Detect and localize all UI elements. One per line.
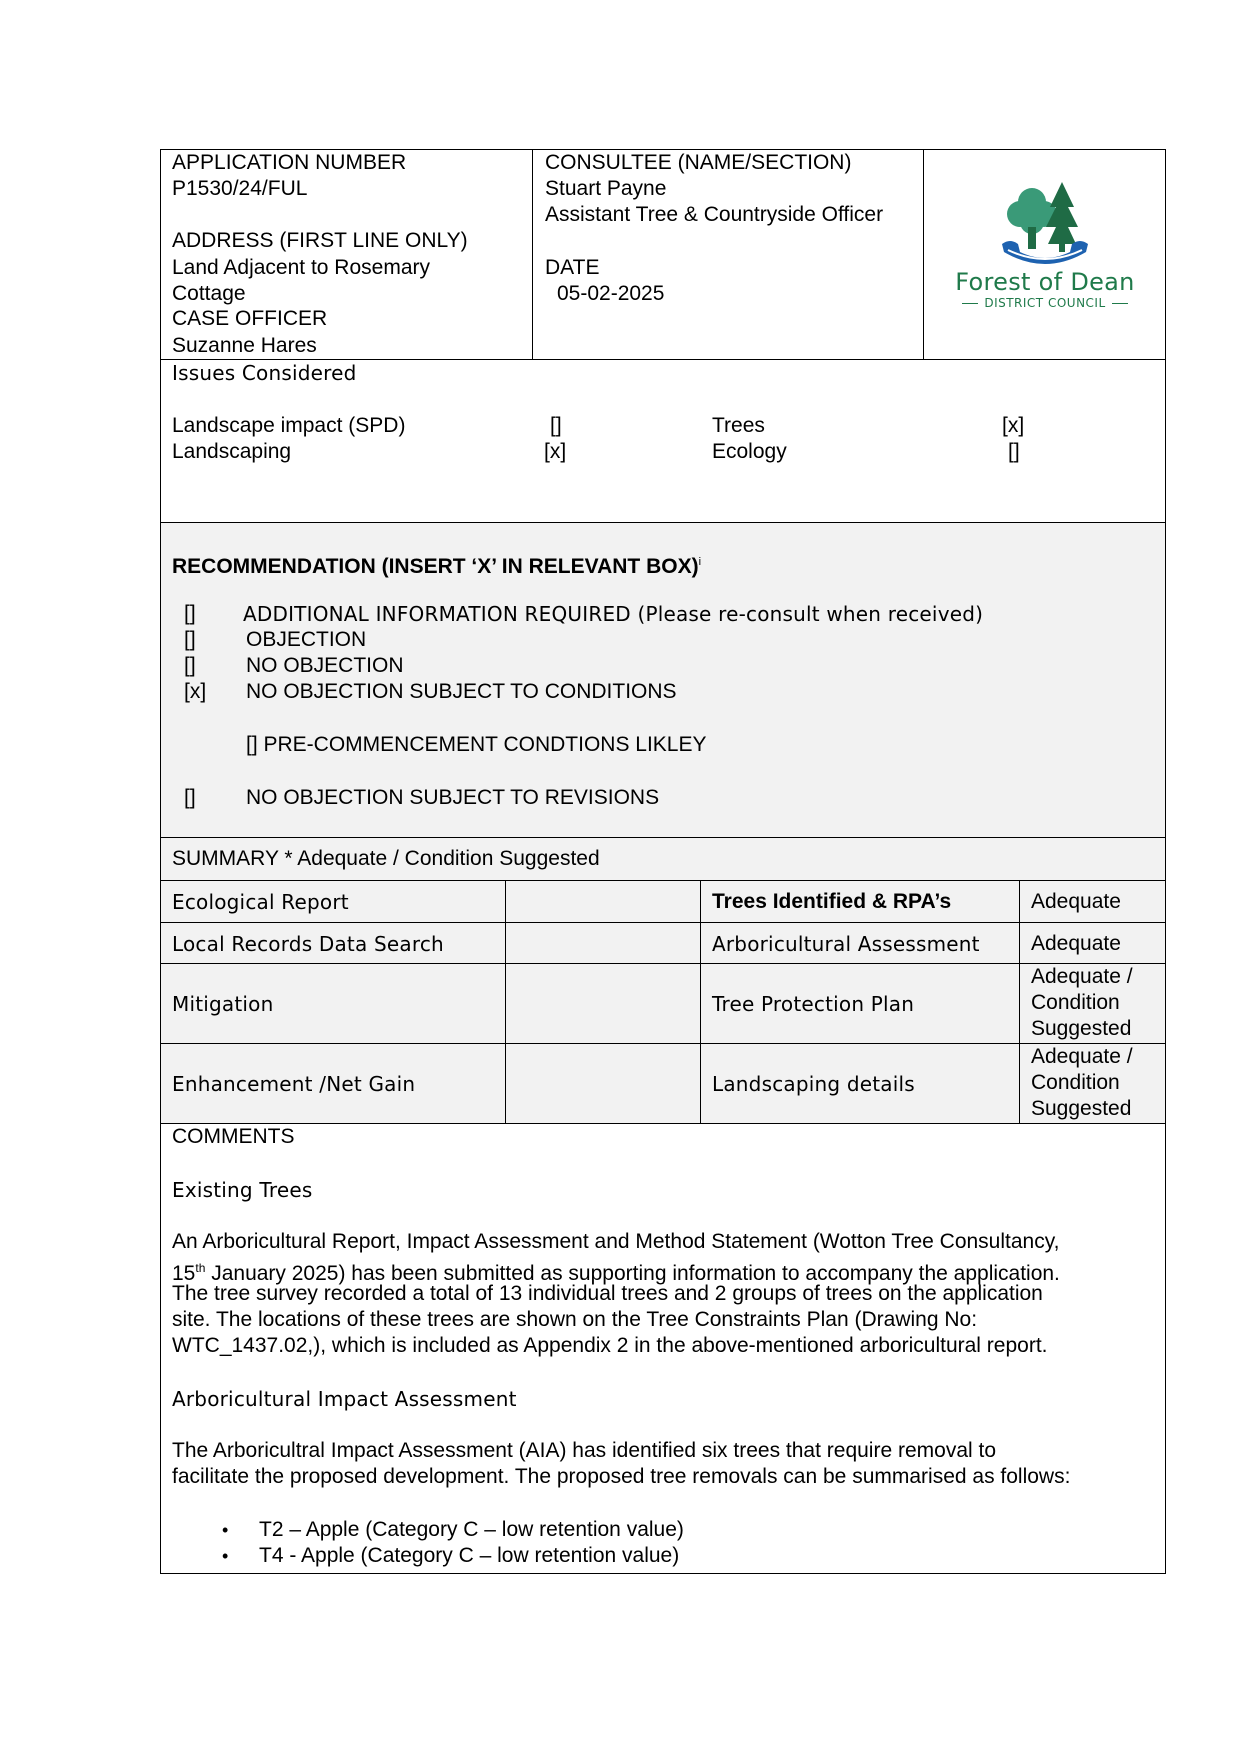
issue-trees-mark: [x]: [1002, 414, 1025, 437]
logo-subtitle: [950, 296, 1140, 310]
consultee-name: Stuart Payne: [545, 177, 667, 200]
summary-landscaping-value-2: Condition: [1031, 1071, 1120, 1094]
bullet-icon: •: [222, 1546, 229, 1566]
para1-line2-post: January 2025) has been submitted as supporting information to accompany the application.: [205, 1262, 1060, 1285]
summary-trees-identified-value: Adequate: [1031, 890, 1121, 913]
summary-title: SUMMARY * Adequate / Condition Suggested: [172, 847, 600, 870]
issue-ecology-label: Ecology: [712, 440, 787, 463]
tree-removal-item: T2 – Apple (Category C – low retention value): [259, 1518, 684, 1541]
tree-removal-item: T4 - Apple (Category C – low retention value): [259, 1544, 680, 1567]
issue-trees-label: Trees: [712, 414, 765, 437]
address-line1: Land Adjacent to Rosemary: [172, 256, 430, 279]
para2-line1: The Arboricultral Impact Assessment (AIA) has identified six trees that require removal to: [172, 1439, 997, 1462]
rec-mark-no-objection: []: [184, 654, 196, 677]
council-logo: [950, 172, 1140, 312]
issue-landscape-impact-label: Landscape impact (SPD): [172, 414, 406, 437]
address-label: ADDRESS (FIRST LINE ONLY): [172, 229, 468, 252]
rec-no-objection: NO OBJECTION: [246, 654, 404, 677]
rec-additional-info: ADDITIONAL INFORMATION REQUIRED (Please re-consult when received): [243, 602, 984, 626]
summary-landscaping-details: Landscaping details: [712, 1072, 915, 1096]
summary-mitigation: Mitigation: [172, 992, 274, 1016]
para1-line3: The tree survey recorded a total of 13 individual trees and 2 groups of trees on the application: [172, 1282, 1043, 1305]
para1-line1: An Arboricultural Report, Impact Assessment and Method Statement (Wotton Tree Consultancy,: [172, 1230, 1060, 1253]
issue-landscaping-mark: [x]: [544, 440, 567, 463]
application-number-label: APPLICATION NUMBER: [172, 151, 407, 174]
issue-landscaping-label: Landscaping: [172, 440, 292, 463]
summary-arboricultural-assessment-value: Adequate: [1031, 932, 1121, 955]
application-number: P1530/24/FUL: [172, 177, 308, 200]
recommendation-footnote: i: [698, 556, 702, 568]
consultee-role: Assistant Tree & Countryside Officer: [545, 203, 884, 226]
recommendation-title: [172, 550, 701, 579]
summary-ecological-report: Ecological Report: [172, 890, 349, 914]
summary-tree-protection-value-1: Adequate /: [1031, 965, 1133, 988]
summary-local-records: Local Records Data Search: [172, 932, 444, 956]
issues-title: Issues Considered: [172, 361, 357, 385]
aia-heading: Arboricultural Impact Assessment: [172, 1387, 517, 1411]
summary-tree-protection-value-3: Suggested: [1031, 1017, 1132, 1040]
summary-tree-protection-plan: Tree Protection Plan: [712, 992, 915, 1016]
rec-revisions: NO OBJECTION SUBJECT TO REVISIONS: [246, 786, 660, 809]
summary-tree-protection-value-2: Condition: [1031, 991, 1120, 1014]
rec-pre-commencement: [] PRE-COMMENCEMENT CONDTIONS LIKLEY: [246, 733, 707, 756]
case-officer-label: CASE OFFICER: [172, 307, 328, 330]
para1-line2-pre: 15: [172, 1262, 196, 1285]
recommendation-title-text: RECOMMENDATION (INSERT ‘X’ IN RELEVANT BOX): [172, 555, 699, 578]
rec-objection: OBJECTION: [246, 628, 367, 651]
case-officer: Suzanne Hares: [172, 334, 317, 357]
logo-rule-left: [962, 303, 978, 304]
logo-name: Forest of Dean: [955, 268, 1135, 296]
rec-mark-objection: []: [184, 628, 196, 651]
logo-subtitle-text: DISTRICT COUNCIL: [984, 296, 1106, 310]
summary-arboricultural-assessment: Arboricultural Assessment: [712, 932, 980, 956]
rec-no-objection-conditions: NO OBJECTION SUBJECT TO CONDITIONS: [246, 680, 677, 703]
issue-ecology-mark: []: [1008, 440, 1020, 463]
bullet-icon: •: [222, 1520, 229, 1540]
rec-mark-revisions: []: [184, 786, 196, 809]
summary-landscaping-value-1: Adequate /: [1031, 1045, 1133, 1068]
para1-line5: WTC_1437.02,), which is included as Appendix 2 in the above-mentioned arboricultural report.: [172, 1334, 1048, 1357]
summary-landscaping-value-3: Suggested: [1031, 1097, 1132, 1120]
rec-mark-additional-info: []: [184, 602, 196, 625]
rec-mark-no-objection-conditions: [x]: [184, 680, 207, 703]
logo-rule-right: [1112, 303, 1128, 304]
address-line2: Cottage: [172, 282, 246, 305]
date-label: DATE: [545, 256, 600, 279]
para1-line2-sup: th: [195, 1261, 206, 1275]
consultee-label: CONSULTEE (NAME/SECTION): [545, 151, 852, 174]
tree-logo-icon: [950, 172, 1140, 272]
summary-trees-identified: Trees Identified & RPA’s: [712, 890, 952, 913]
para2-line2: facilitate the proposed development. The proposed tree removals can be summarised as follows:: [172, 1465, 1071, 1488]
date-value: 05-02-2025: [557, 282, 665, 305]
para1-line4: site. The locations of these trees are shown on the Tree Constraints Plan (Drawing No:: [172, 1308, 978, 1331]
comments-title: COMMENTS: [172, 1125, 295, 1148]
issue-landscape-impact-mark: []: [550, 414, 562, 437]
summary-enhancement: Enhancement /Net Gain: [172, 1072, 416, 1096]
existing-trees-heading: Existing Trees: [172, 1178, 313, 1202]
